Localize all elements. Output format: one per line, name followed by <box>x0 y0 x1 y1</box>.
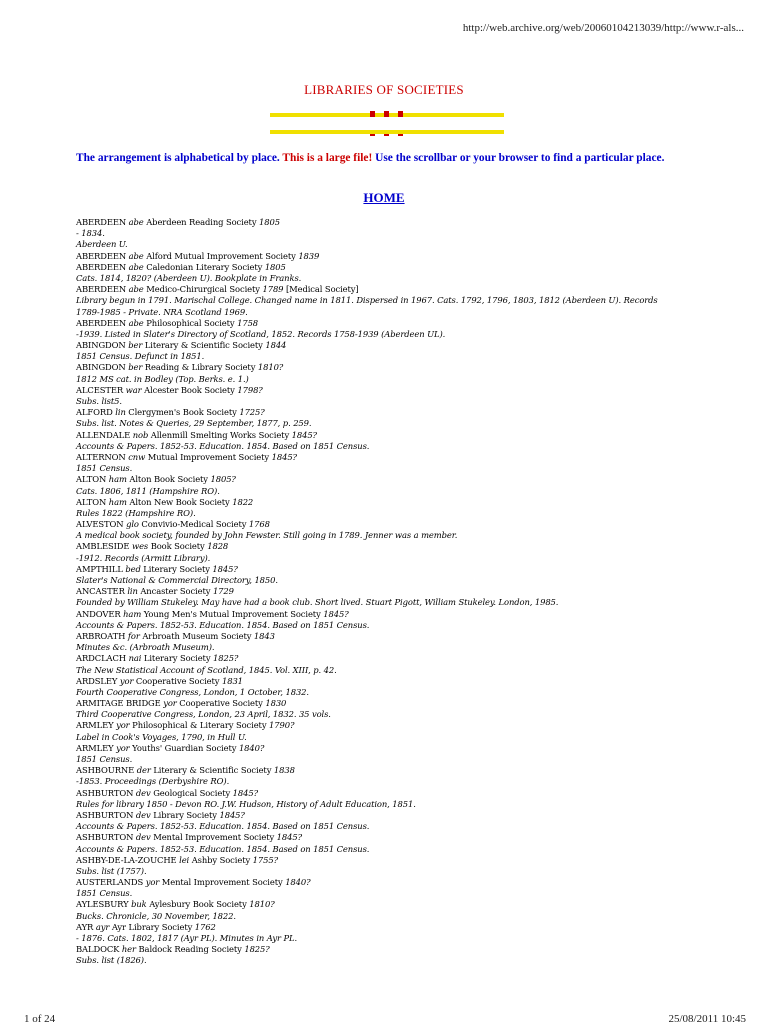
entry-detail: 1851 Census. <box>76 463 133 474</box>
entry-place: ASHBURTON <box>76 809 134 820</box>
entry-society: Medico-Chirurgical Society <box>146 284 260 295</box>
entry-county: lin <box>127 586 138 597</box>
entry-year: 1845? <box>323 608 349 619</box>
intro-warning: This is a large file! <box>282 152 373 164</box>
entry-county: yor <box>116 720 130 731</box>
entry-year: 1789 <box>262 284 284 295</box>
entry-year: 1768 <box>248 519 270 530</box>
entry-society: Alton Book Society <box>129 474 208 485</box>
entry-detail: Accounts & Papers. 1852-53. Education. 1854. Based on 1851 Census. <box>76 843 370 854</box>
entry-detail: Cats. 1814, 1820? (Aberdeen U). Bookplate in Franks. <box>76 272 302 283</box>
entry-heading <box>76 497 716 508</box>
entry-year: 1790? <box>269 720 295 731</box>
entry-place: ABERDEEN <box>76 250 127 261</box>
entry-detail: Accounts & Papers. 1852-53. Education. 1854. Based on 1851 Census. <box>76 440 370 451</box>
entry-place: ARBROATH <box>76 630 126 641</box>
entry-year: 1840? <box>238 742 265 753</box>
entry-society: Alford Mutual Improvement Society <box>146 250 296 261</box>
entry-detail: Subs. list5. <box>76 396 122 406</box>
entry-county: abe <box>128 317 144 328</box>
entry-year: 1810? <box>249 899 275 910</box>
entry-society: Literary Society <box>143 653 211 664</box>
entry-year: 1825? <box>244 944 270 955</box>
entry-year: 1729 <box>212 586 234 597</box>
entry-society: Ashby Society <box>191 854 251 865</box>
entry-detail: Rules 1822 (Hampshire RO). <box>76 507 196 518</box>
entry-county: yor <box>119 675 134 686</box>
entry-county: abe <box>128 261 144 272</box>
entry-place: ARDSLEY <box>76 675 118 686</box>
entry-place: ALLENDALE <box>76 429 131 440</box>
entry-detail: - 1834. <box>76 228 105 239</box>
entry-place: ASHBURTON <box>76 832 134 843</box>
entry-society: Mutual Improvement Society <box>147 451 270 462</box>
entry-society: Ayr Library Society <box>111 921 193 932</box>
entry-society: Aberdeen Reading Society <box>146 217 257 227</box>
entry-county: ber <box>128 362 143 373</box>
entry-society: Geological Society <box>153 787 231 798</box>
entry-society: Clergymen's Book Society <box>128 407 237 418</box>
entry-place: ABINGDON <box>76 362 126 373</box>
entry-year: 1831 <box>222 675 243 686</box>
entry-detail: 1851 Census. <box>76 888 133 899</box>
entry-place: ABINGDON <box>76 340 126 351</box>
entry-year: 1844 <box>265 340 287 351</box>
entry-place: ALFORD <box>76 407 113 418</box>
entry-county: dev <box>135 787 151 798</box>
archive-url: http://web.archive.org/web/20060104213039/http://www.r-als... <box>462 22 744 34</box>
entry-place: ABERDEEN <box>76 261 127 272</box>
entry-detail: - 1876. Cats. 1802, 1817 (Ayr PL). Minutes in Ayr PL. <box>76 933 298 943</box>
entry-place: ABERDEEN <box>76 317 127 328</box>
entry-detail: Accounts & Papers. 1852-53. Education. 1854. Based on 1851 Census. <box>76 619 370 630</box>
entry-heading <box>76 676 716 687</box>
entry-detail: Slater's National & Commercial Directory, 1850. <box>76 575 278 585</box>
entry-county: yor <box>163 698 177 709</box>
entry-heading <box>76 855 716 866</box>
entry-county: ayr <box>95 921 110 932</box>
entry-place: ASHBURTON <box>76 787 134 798</box>
entry-county: abe <box>128 250 144 261</box>
entry-society: Alcester Book Society <box>144 384 235 395</box>
entry-year: 1810? <box>257 362 284 373</box>
entry-county: abe <box>128 284 144 295</box>
entry-place: ANDOVER <box>76 608 121 619</box>
entry-detail: -1939. Listed in Slater's Directory of Scotland, 1852. Records 1758-1939 (Aberdeen UL). <box>76 328 446 339</box>
entry-year: 1845? <box>219 809 245 820</box>
entry-county: lei <box>179 854 190 865</box>
entry-society: Convivio-Medical Society <box>141 519 247 530</box>
entry-place: ASHBY-DE-LA-ZOUCHE <box>76 854 177 865</box>
entry-heading <box>76 743 716 754</box>
entry-place: AYR <box>76 921 94 932</box>
entry-place: AUSTERLANDS <box>76 877 144 888</box>
entry-county: wes <box>132 541 149 552</box>
entry-year: 1755? <box>252 854 278 865</box>
entry-heading <box>76 810 716 821</box>
entry-year: 1845? <box>232 787 258 798</box>
entry-detail: Fourth Cooperative Congress, London, 1 October, 1832. <box>76 686 309 697</box>
entry-detail: A medical book society, founded by John Fewster. Still going in 1789. Jenner was a member. <box>76 530 458 541</box>
entry-county: yor <box>145 877 160 888</box>
entry-county: lin <box>115 407 126 418</box>
entry-society: Literary & Scientific Society <box>153 765 272 776</box>
entry-year: 1845? <box>271 451 297 462</box>
entry-county: glo <box>126 519 139 530</box>
entry-society: Alton New Book Society <box>129 496 230 507</box>
entry-year: 1825? <box>213 653 239 664</box>
entry-place: ALTON <box>76 496 107 507</box>
entry-heading <box>76 765 716 776</box>
entry-year: 1805 <box>259 217 280 227</box>
entry-heading <box>76 251 716 262</box>
entry-county: war <box>125 384 142 395</box>
entry-county: ham <box>108 474 127 485</box>
entry-county: ham <box>123 608 142 619</box>
entry-society: Mental Improvement Society <box>153 832 275 843</box>
entry-place: ARDCLACH <box>76 653 126 664</box>
entry-society: Mental Improvement Society <box>161 877 283 888</box>
entry-county: dev <box>135 809 151 820</box>
entry-society: Philosophical Society <box>146 317 235 328</box>
entry-county: ham <box>108 496 127 507</box>
entry-place: ABERDEEN <box>76 217 127 227</box>
entry-heading <box>76 430 716 441</box>
entry-detail: Bucks. Chronicle, 30 November, 1822. <box>76 910 236 921</box>
home-nav <box>0 190 768 206</box>
page-counter: 1 of 24 <box>24 1013 56 1025</box>
entries-list <box>76 217 716 967</box>
entry-heading <box>76 899 716 910</box>
entry-society: Library Society <box>153 809 217 820</box>
entry-heading <box>76 284 716 295</box>
entry-detail: Subs. list. Notes & Queries, 29 September, 1877, p. 259. <box>76 418 312 429</box>
entry-year: 1828 <box>207 541 229 552</box>
entry-society: Young Men's Mutual Improvement Society <box>143 608 321 619</box>
entry-society: Aylesbury Book Society <box>149 899 247 910</box>
entry-county: dev <box>135 832 151 843</box>
entry-detail: The New Statistical Account of Scotland, 1845. Vol. XIII, p. 42. <box>76 664 337 675</box>
entry-county: ber <box>128 340 143 351</box>
entry-heading <box>76 698 716 709</box>
entry-heading <box>76 586 716 597</box>
entry-county: abe <box>128 217 144 227</box>
entry-heading <box>76 407 716 418</box>
entry-detail: 1851 Census. Defunct in 1851. <box>76 351 205 362</box>
entry-heading <box>76 262 716 273</box>
entry-county: bed <box>125 563 141 574</box>
entry-county: nob <box>132 429 149 440</box>
entry-year: 1725? <box>239 407 265 418</box>
entry-society: Arbroath Museum Society <box>142 630 252 641</box>
entry-society: Caledonian Literary Society <box>146 261 263 272</box>
entry-heading <box>76 609 716 620</box>
entry-detail: Third Cooperative Congress, London, 23 April, 1832. 35 vols. <box>76 709 331 720</box>
entry-county: her <box>121 944 136 955</box>
entry-detail: -1912. Records (Armitt Library). <box>76 552 211 563</box>
entry-heading <box>76 452 716 463</box>
entry-heading <box>76 519 716 530</box>
entry-place: AMPTHILL <box>76 563 123 574</box>
entry-county: for <box>127 630 140 641</box>
print-timestamp: 25/08/2011 10:45 <box>668 1013 746 1025</box>
entry-heading <box>76 318 716 329</box>
entry-heading <box>76 788 716 799</box>
entry-year: 1845? <box>212 563 238 574</box>
entry-heading <box>76 217 716 228</box>
entry-detail: Subs. list (1826). <box>76 955 147 966</box>
entry-detail: 1851 Census. <box>76 754 133 764</box>
entry-society: Literary Society <box>143 563 210 574</box>
entry-heading <box>76 541 716 552</box>
entry-place: ALTERNON <box>76 451 126 462</box>
home-link[interactable]: HOME <box>363 190 405 205</box>
entry-year: 1840? <box>285 877 311 888</box>
entry-heading <box>76 653 716 664</box>
entry-place: ABERDEEN <box>76 284 127 295</box>
entry-year: 1845? <box>291 429 317 440</box>
entry-year: 1762 <box>194 921 216 932</box>
entry-detail: Library begun in 1791. Marischal College. Changed name in 1811. Dispersed in 1967. Cats. 1792, 1796, 1803, 1812 (Aberdeen U). Records <box>76 295 658 306</box>
entry-heading <box>76 362 716 373</box>
entry-detail: Founded by William Stukeley. May have had a book club. Short lived. Stuart Pigott, William Stukeley. London, 1985. <box>76 597 559 608</box>
entry-detail: 1789-1985 - Private. NRA Scotland 1969. <box>76 306 248 317</box>
entry-heading <box>76 922 716 933</box>
entry-place: ARMLEY <box>76 742 114 753</box>
entry-heading <box>76 385 716 396</box>
entry-place: ARMLEY <box>76 720 114 731</box>
entry-place: AMBLESIDE <box>76 541 130 552</box>
intro-text <box>76 151 696 165</box>
entry-county: der <box>136 765 151 776</box>
entry-year: 1805? <box>210 474 236 485</box>
intro-blue-1: The arrangement is alphabetical by place. <box>76 152 280 164</box>
entry-detail: Label in Cook's Voyages, 1790, in Hull U. <box>76 731 247 742</box>
entry-year: 1839 <box>298 250 320 261</box>
entry-heading <box>76 340 716 351</box>
entry-society: Literary & Scientific Society <box>144 340 263 351</box>
entry-year: 1805 <box>264 261 286 272</box>
entry-heading <box>76 631 716 642</box>
entry-detail: Cats. 1806, 1811 (Hampshire RO). <box>76 485 220 496</box>
entry-society: Youths' Guardian Society <box>132 742 237 753</box>
page-title: LIBRARIES OF SOCIETIES <box>304 82 464 97</box>
divider-square <box>370 111 375 117</box>
entry-society: Ancaster Society <box>140 586 211 597</box>
entry-heading <box>76 944 716 955</box>
entry-society: Cooperative Society <box>179 698 263 709</box>
entry-year: 1843 <box>253 630 275 641</box>
entry-place: ANCASTER <box>76 586 125 597</box>
entry-heading <box>76 832 716 843</box>
entry-society: Reading & Library Society <box>144 362 256 373</box>
entry-place: AYLESBURY <box>76 899 129 910</box>
entry-detail: Subs. list (1757). <box>76 865 147 876</box>
entry-county: nai <box>128 653 142 664</box>
entry-year: 1822 <box>232 496 254 507</box>
intro-blue-2: Use the scrollbar or your browser to find a particular place. <box>375 152 665 164</box>
entry-heading <box>76 564 716 575</box>
entry-society: Allenmill Smelting Works Society <box>150 429 290 440</box>
entry-heading <box>76 474 716 485</box>
entry-society: Philosophical & Literary Society <box>132 720 267 731</box>
entry-extra: [Medical Society] <box>283 284 359 295</box>
entry-county: yor <box>116 742 130 753</box>
entry-year: 1830 <box>265 698 287 709</box>
divider-square <box>384 111 389 117</box>
entry-place: ALVESTON <box>76 519 124 530</box>
entry-place: ARMITAGE BRIDGE <box>76 698 161 709</box>
divider-bottom <box>270 130 504 134</box>
entry-year: 1758 <box>237 317 259 328</box>
entry-detail: 1812 MS cat. in Bodley (Top. Berks. e. 1.) <box>76 373 249 384</box>
entry-heading <box>76 877 716 888</box>
entry-detail: Accounts & Papers. 1852-53. Education. 1854. Based on 1851 Census. <box>76 821 370 832</box>
entry-year: 1798? <box>237 384 263 395</box>
entry-society: Baldock Reading Society <box>138 944 242 955</box>
entry-detail: -1853. Proceedings (Derbyshire RO). <box>76 776 230 787</box>
entry-detail: Rules for library 1850 - Devon RO. J.W. Hudson, History of Adult Education, 1851. <box>76 798 416 809</box>
entry-place: ALCESTER <box>76 384 124 395</box>
entry-society: Book Society <box>150 541 205 552</box>
entry-place: ASHBOURNE <box>76 765 135 776</box>
entry-county: cnw <box>128 451 146 462</box>
entry-year: 1845? <box>276 832 302 843</box>
entry-place: ALTON <box>76 474 107 485</box>
entry-society: Cooperative Society <box>135 675 220 686</box>
entry-place: BALDOCK <box>76 944 120 955</box>
entry-year: 1838 <box>273 765 295 776</box>
entry-detail: Minutes &c. (Arbroath Museum). <box>76 642 215 653</box>
entry-heading <box>76 720 716 731</box>
divider-square <box>398 111 403 117</box>
entry-detail: Aberdeen U. <box>76 239 128 250</box>
entry-county: buk <box>131 899 147 910</box>
